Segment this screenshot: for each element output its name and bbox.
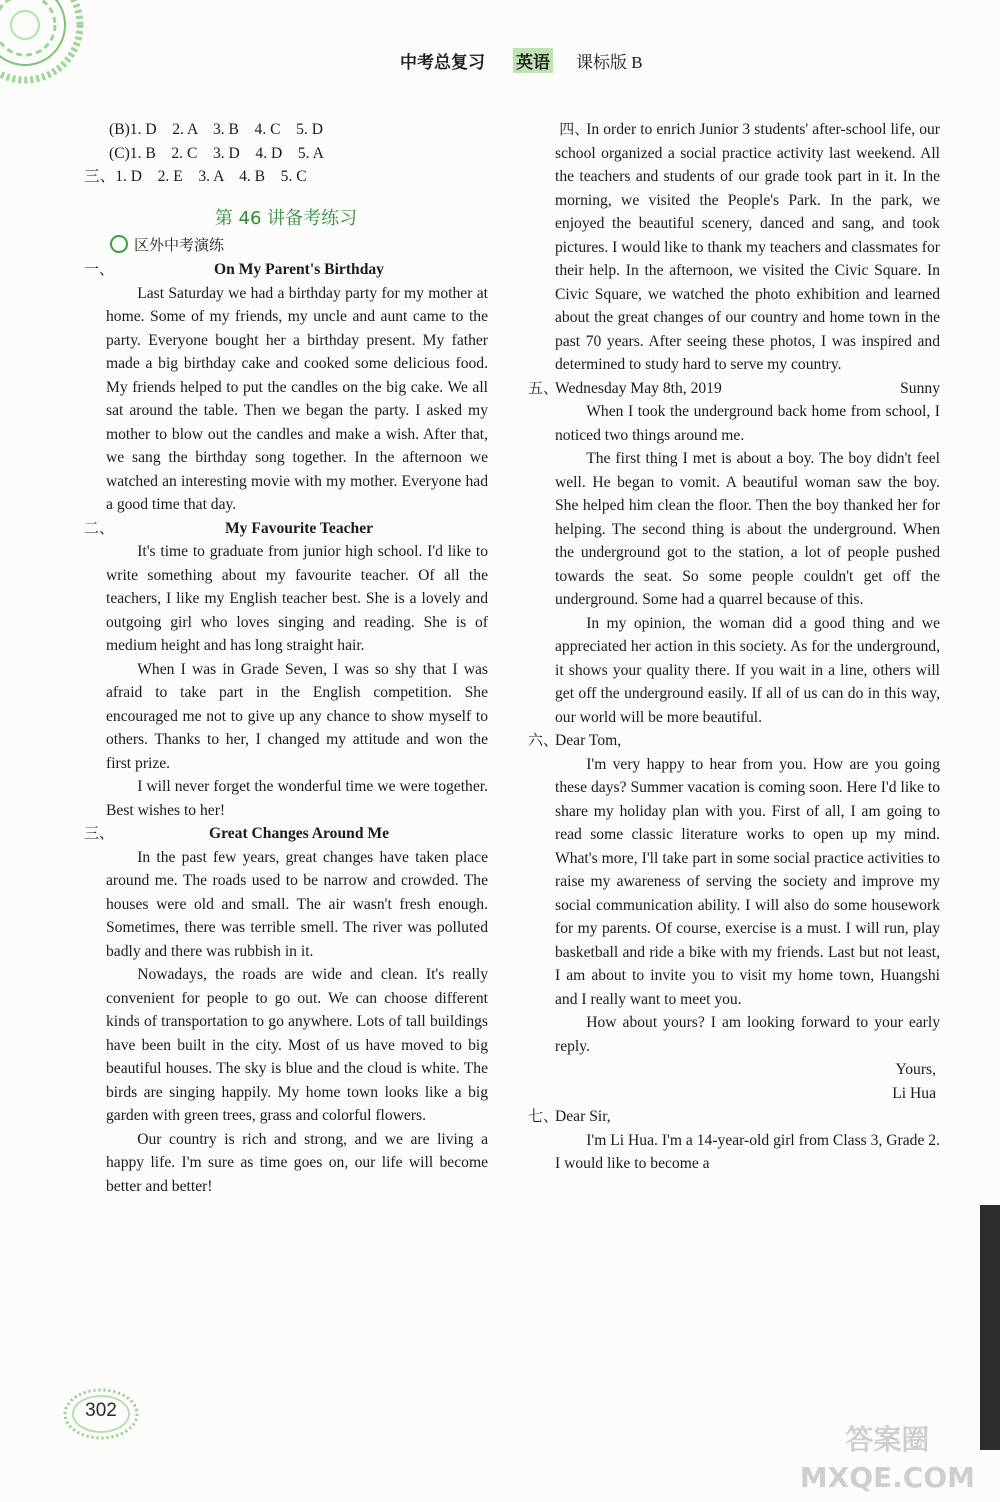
essay6-closing: Yours,	[895, 1061, 936, 1078]
essay7-number: 七、	[528, 1107, 559, 1125]
essay3-heading	[84, 822, 488, 846]
essay2-paragraph: It's time to graduate from junior high school. I'd like to write something about my favourite teacher. Of all the teachers, I like my English teacher best. She is a lovely and outgoing girl who loves singing and reading. She is of medium height and has long straight hair.	[106, 543, 488, 654]
essay5-paragraph: In my opinion, the woman did a good thing and we appreciated her action in this society. As for the underground, it shows your quality there. If you wait in a line, others will get off the underground easily. If all of us can do in this way, our world will be more beautiful.	[555, 614, 940, 726]
essay5-dateline	[530, 377, 940, 401]
essay6-greeting-line	[530, 729, 940, 753]
side-edge-tab	[980, 1205, 1000, 1450]
essay6-signature: Li Hua	[892, 1084, 936, 1102]
chapter-title: 第 46 讲备考练习	[214, 207, 358, 229]
essay5-number: 五、	[528, 378, 559, 397]
header-subject-badge: 英语	[513, 48, 553, 73]
watermark	[800, 1421, 975, 1497]
essay5-weather: Sunny	[900, 379, 940, 397]
essay3-title: Great Changes Around Me	[208, 825, 390, 842]
essay7-greeting: Dear Sir,	[555, 1108, 611, 1125]
essay6-greeting: Dear Tom,	[555, 732, 622, 749]
watermark-line2: MXQE.COM	[799, 1461, 975, 1494]
essay2-number: 二、	[84, 518, 115, 537]
essay7-greeting-line	[530, 1105, 940, 1129]
essay2-paragraph: When I was in Grade Seven, I was so shy that I was afraid to take part in the English competition. She encouraged me not to give up any chance to show myself to others. Thanks to her, I changed my attitude and won the first prize.	[106, 660, 488, 772]
essay4-number: 四、	[559, 120, 590, 138]
answer-line-san: 三、1. D 2. E 3. A 4. B 5. C	[84, 168, 307, 185]
essay1-heading	[84, 258, 488, 282]
essay6-paragraph: How about yours? I am looking forward to your early reply.	[555, 1014, 940, 1055]
essay7-paragraph: I'm Li Hua. I'm a 14-year-old girl from Class 3, Grade 2. I would like to become a	[555, 1131, 940, 1172]
essay5-paragraph: The first thing I met is about a boy. The boy didn't feel well. He began to vomit. A beautiful woman saw the boy. She helped him clean the floor. Then the boy thanked her for helping. The second thing is about the underground. When the underground got to the station, a lot of people pushed towards the seat. So some people couldn't get off the underground. Some had a quarrel because of this.	[555, 450, 940, 608]
essay1-paragraph: Last Saturday we had a birthday party for my mother at home. Some of my friends, my uncle and aunt came to the party. Everyone bought her a birthday present. My father made a big birthday cake and cooked some delicious food. My friends helped to put the candles on the big cake. We all sat around the table. Then we began the party. I asked my mother to blow out the candles and make a wish. After that, we sang the birthday song together. In the afternoon we watched an interesting movie with my mother. Everyone had a good time that day.	[106, 284, 488, 513]
essay1-title: On My Parent's Birthday	[214, 261, 384, 278]
page-number: 302	[85, 1400, 117, 1421]
essay3-paragraph: Our country is rich and strong, and we are living a happy life. I'm sure as time goes on, our life will become better and better!	[106, 1130, 488, 1195]
essay2-title: My Favourite Teacher	[224, 519, 374, 537]
answer-line-c: (C)1. B 2. C 3. D 4. D 5. A	[109, 144, 324, 162]
header-review-title: 中考总复习	[400, 53, 485, 72]
subsection-heading	[110, 234, 488, 258]
right-column	[530, 118, 940, 1176]
essay3-paragraph: In the past few years, great changes have taken place around me. The roads used to be narrow and crowded. The houses were old and small. The air wasn't fresh enough. Sometimes, there was terrible smell. The river was polluted badly and there was rubbish in it.	[106, 848, 488, 960]
corner-decoration	[0, 0, 110, 95]
page-header	[400, 48, 700, 76]
left-column	[84, 118, 488, 1198]
essay6-number: 六、	[528, 731, 559, 749]
essay6-paragraph: I'm very happy to hear from you. How are you going these days? Summer vacation is coming soon. Here I'd like to share my holiday plan with you. First of all, I am going to read some classic literature works to open up my mind. What's more, I'll take part in some social practice activities to raise my awareness of serving the society and improve my social communication ability. I will also do some housework for my parents. Of course, exercise is a must. I will run, play basketball and ride a bike with my friends. Last but not least, I am about to invite you to visit my home town, Huangshi and I really want to meet you.	[555, 755, 940, 1008]
essay1-number: 一、	[84, 260, 115, 278]
essay2-paragraph: I will never forget the wonderful time we were together. Best wishes to her!	[106, 778, 488, 819]
watermark-line1: 答案圈	[845, 1423, 930, 1456]
essay2-heading	[84, 517, 488, 541]
answer-line-b: (B)1. D 2. A 3. B 4. C 5. D	[109, 121, 323, 138]
header-edition: 课标版 B	[576, 53, 643, 72]
essay4-paragraph: 四、 In order to enrich Junior 3 students' after-school life, our school organized a social practice activity last weekend. All the teachers and students of our grade took part in it. In the morning, we visited the People's Park. In the park, we enjoyed the beautiful scenery, danced and sang, and took pictures. I would like to thank my teachers and classmates for their help. In the afternoon, we visited the Civic Square. In Civic Square, we watched the photo exhibition and learned about the great changes of our country and home town in the past 70 years. After seeing these photos, I was inspired and determined to study hard to serve my country.	[530, 118, 940, 377]
subsection-label: 区外中考演练	[134, 236, 225, 254]
essay5-date: Wednesday May 8th, 2019	[555, 379, 722, 397]
essay5-paragraph: When I took the underground back home from school, I noticed two things around me.	[555, 403, 940, 444]
essay3-number: 三、	[84, 824, 115, 842]
essay3-paragraph: Nowadays, the roads are wide and clean. It's really convenient for people to go out. We can choose different kinds of transportation to go anywhere. Lots of tall buildings have been built in the city. Most of us have moved to big beautiful houses. The sky is blue and the cloud is white. The birds are singing happily. My home town looks like a big garden with green trees, grass and colorful flowers.	[106, 966, 488, 1124]
page-number-badge	[62, 1388, 140, 1440]
circle-bullet-icon	[110, 235, 128, 253]
